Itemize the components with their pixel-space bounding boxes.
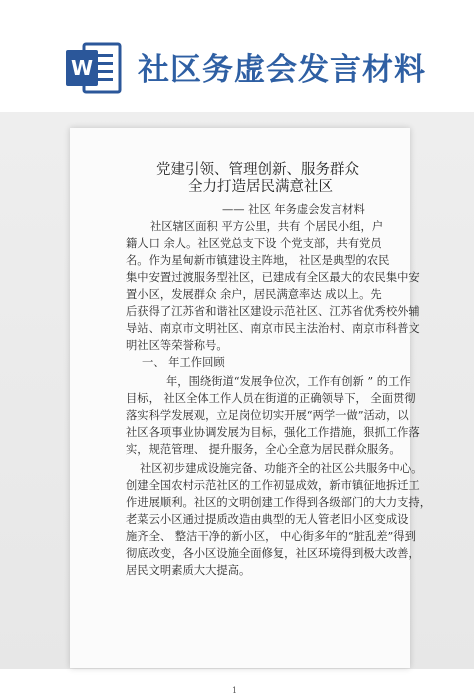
doc-heading-line-1: 党建引领、管理创新、服务群众 [156, 162, 359, 178]
doc-line: 目标， 社区全体工作人员在街道的正确领导下， 全面贯彻 [126, 392, 416, 405]
doc-line: 集中安置过渡服务型社区，已建成有全区最大的农民集中安 [126, 271, 420, 284]
doc-heading-line-2: 全力打造居民满意社区 [188, 179, 333, 195]
doc-line: 作进展顺利。社区的文明创建工作得到各级部门的大力支持， [126, 496, 432, 509]
doc-line: 彻底改变，各小区设施全面修复，社区环境得到极大改善， [126, 547, 420, 560]
doc-line: 社区初步建成设施完备、功能齐全的社区公共服务中心。 [140, 462, 423, 475]
document-page [70, 128, 432, 695]
doc-line: 置小区，发展群众 余户，居民满意率达 成以上。先 [126, 288, 382, 301]
word-icon-letter: W [70, 56, 94, 80]
doc-line: 落实科学发展观，立足岗位切实开展“两学一做”活动，以 [126, 409, 409, 422]
doc-section-heading: 一、 年工作回顾 [142, 356, 225, 369]
doc-line: 实，规范管理、 提升服务，全心全意为居民群众服务。 [126, 443, 401, 456]
doc-line: 导站、南京市文明社区、南京市民主法治村、南京市科普文 [126, 322, 420, 335]
banner-header [0, 0, 474, 112]
doc-line: 居民文明素质大大提高。 [126, 564, 251, 577]
doc-line: 施齐全、 整洁干净的新小区， 中心街多年的“脏乱差”得到 [126, 530, 416, 543]
doc-line: 社区各项事业协调发展为目标，强化工作措施，狠抓工作落 [126, 426, 420, 439]
word-icon [64, 40, 122, 96]
doc-line: 明社区等荣誉称号。 [126, 339, 228, 352]
doc-line: 名。作为星甸新市镇建设主阵地， 社区是典型的农民 [126, 254, 390, 267]
doc-line: 年，围绕街道“发展争位次，工作有创新 ” 的工作 [166, 375, 411, 388]
doc-line: 社区辖区面积 平方公里，共有 个居民小组，户 [150, 220, 384, 233]
document-title: 社区务虚会发言材料 [138, 52, 426, 88]
doc-line: 创建全国农村示范社区的工作初显成效，新市镇征地拆迁工 [126, 479, 420, 492]
doc-line: 老菜云小区通过提质改造由典型的无人管老旧小区变成设 [126, 513, 409, 526]
doc-line: —— 社区 年务虚会发言材料 [222, 203, 365, 216]
doc-line: 后获得了江苏省和谐社区建设示范社区、江苏省优秀校外辅 [126, 305, 420, 318]
doc-line: 籍人口 余人。社区党总支下设 个党支部，共有党员 [126, 237, 382, 250]
page-number: 1 [232, 686, 238, 695]
